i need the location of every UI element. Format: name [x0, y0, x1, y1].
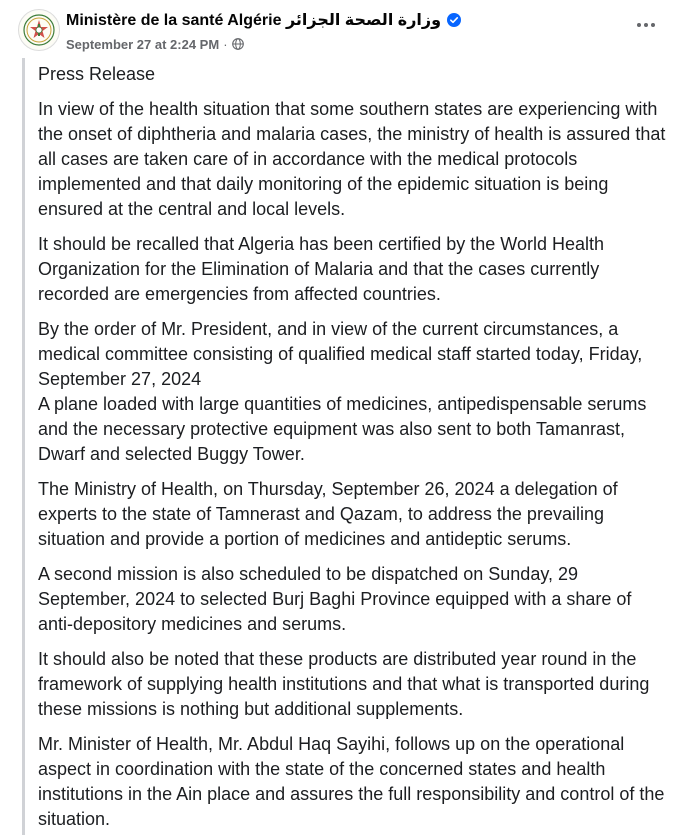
body-paragraph: In view of the health situation that some southern states are experiencing with the onset of diphtheria and malaria cases, the ministry of health is assured that all cases are taken care of in accordance with the medical protocols implemented and that daily monitoring of the epidemic situation is being ensured at the central and local levels. — [38, 99, 666, 219]
body-paragraph — [38, 317, 670, 467]
ministry-logo-icon — [19, 10, 59, 50]
more-options-icon — [636, 22, 656, 28]
press-release-heading: Press Release — [38, 64, 156, 84]
post-text — [25, 58, 694, 832]
body-paragraph: The Ministry of Health, on Thursday, September 26, 2024 a delegation of experts to the state of Tamnerast and Qazam, to address the prevailing situation and provide a portion of medicines and antideptic serums. — [38, 479, 618, 549]
more-options-button[interactable] — [628, 9, 664, 41]
post-meta — [66, 35, 244, 53]
page-name-link[interactable]: Ministère de la santé Algérie وزارة الصحة الجزائر — [66, 12, 442, 29]
post-header — [0, 0, 694, 58]
post-timestamp-link[interactable]: September 27 at 2:24 PM — [66, 36, 220, 52]
body-line-group: A plane loaded with large quantities of medicines, antipedispensable serums and the necessary protective equipment was also sent to both Tamanrast, Dwarf and selected Buggy Tower. — [38, 394, 647, 464]
body-paragraph: It should also be noted that these products are distributed year round in the framework of supplying health institutions and that what is transported during these missions is nothing but additional supplements. — [38, 649, 650, 719]
globe-icon[interactable] — [232, 38, 244, 50]
author-row — [66, 9, 461, 31]
verified-badge-icon — [447, 13, 461, 27]
body-paragraph: Mr. Minister of Health, Mr. Abdul Haq Sayihi, follows up on the operational aspect in coordination with the state of the concerned states and health institutions in the Ain place and assures the full responsibility and control of the situation. — [38, 734, 665, 829]
post-quote-body — [22, 58, 694, 835]
body-paragraph: It should be recalled that Algeria has been certified by the World Health Organization for the Elimination of Malaria and that the cases currently recorded are emergencies from affected countries. — [38, 234, 605, 304]
page-avatar[interactable] — [18, 9, 60, 51]
meta-separator: · — [223, 36, 228, 52]
body-line-group: By the order of Mr. President, and in view of the current circumstances, a medical committee consisting of qualified medical staff started today, Friday, September 27, 2024 — [38, 319, 643, 389]
body-paragraph: A second mission is also scheduled to be dispatched on Sunday, 29 September, 2024 to selected Burj Baghi Province equipped with a share of anti-depository medicines and serums. — [38, 564, 632, 634]
